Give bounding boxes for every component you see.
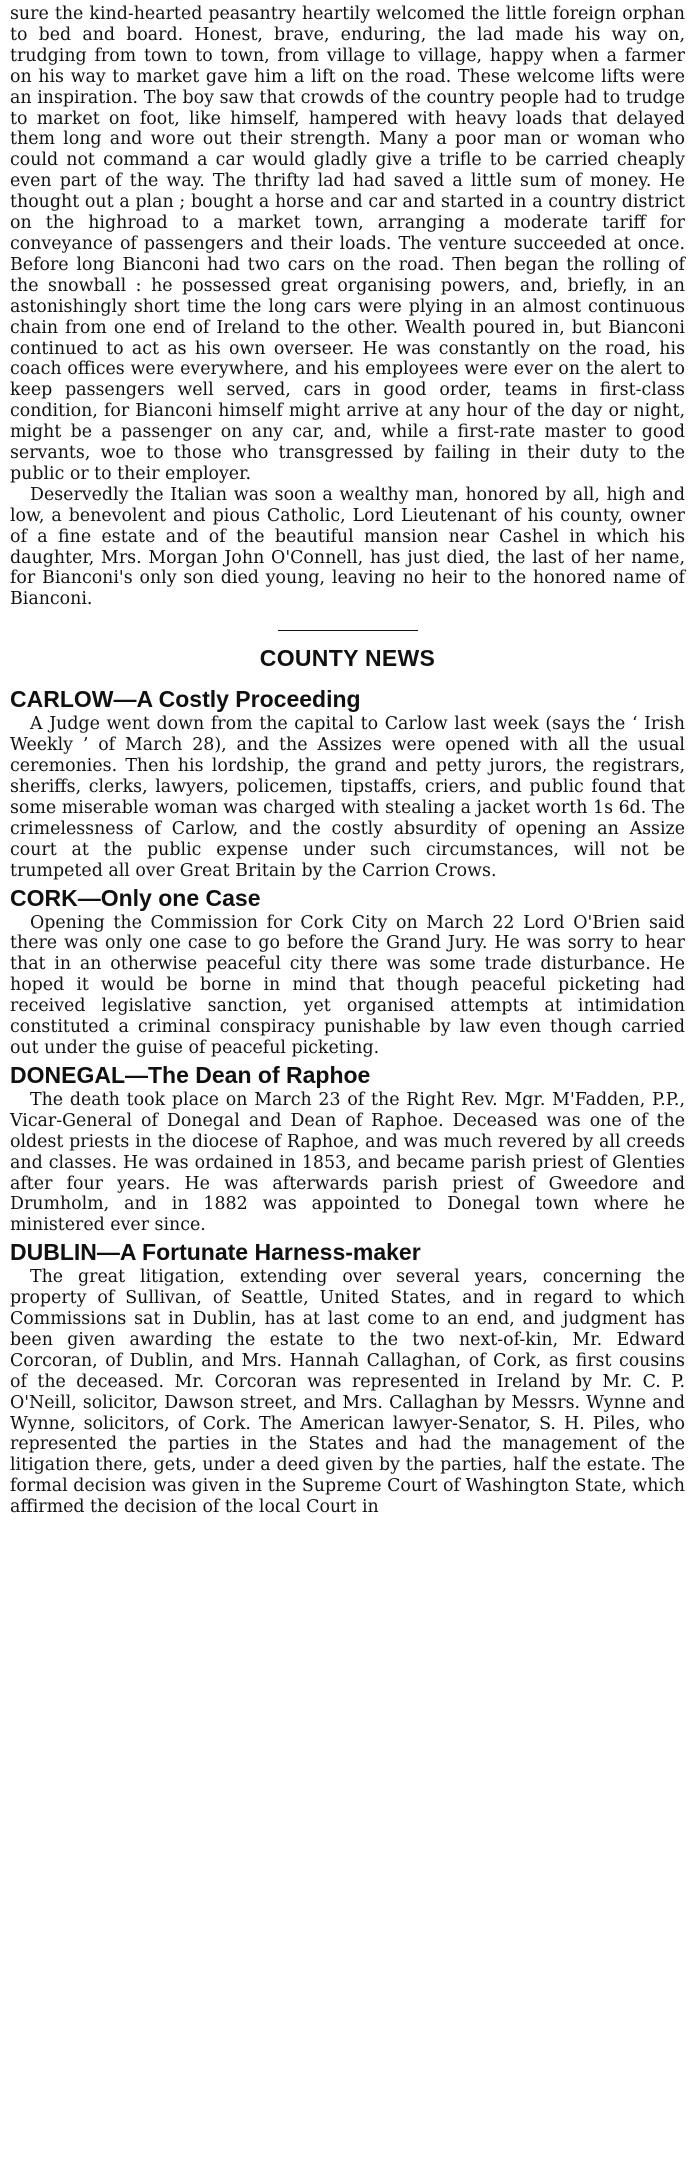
article-body: Opening the Commission for Cork City on March 22 Lord O'Brien said there was only one case to go before the Grand Jury. He was sorry to hear that in an otherwise peaceful city there was some trade disturbance. He hoped it would be borne in mind that though peaceful picketing had received legislative sanction, yet organised attempts at intimidation constituted a criminal conspiracy punishable by law even though carried out under the guise of peaceful picketing. xyxy=(10,912,685,1058)
body-paragraph: Deservedly the Italian was soon a wealthy man, honored by all, high and low, a benevolent and pious Catholic, Lord Lieutenant of his county, owner of a fine estate and of the beautiful mansion near Cashel in which his daughter, Mrs. Morgan John O'Connell, has just died, the last of her name, for Bianconi's only son died young, leaving no heir to the honored name of Bianconi. xyxy=(10,484,685,610)
article-body: The death took place on March 23 of the Right Rev. Mgr. M'Fadden, P.P., Vicar-General of Donegal and Dean of Raphoe. Deceased was one of the oldest priests in the diocese of Raphoe, and was much revered by all creeds and classes. He was ordained in 1853, and became parish priest of Glenties after four years. He was afterwards parish priest of Gweedore and Drumholm, and in 1882 was appointed to Donegal town where he ministered ever since. xyxy=(10,1089,685,1236)
article-headline: CARLOW—A Costly Proceeding xyxy=(10,686,361,713)
news-article xyxy=(10,1061,685,1236)
news-article xyxy=(10,1238,685,1518)
article-headline: DONEGAL—The Dean of Raphoe xyxy=(10,1061,371,1088)
article-headline: DUBLIN—A Fortunate Harness-maker xyxy=(10,1239,421,1266)
bianconi-story-continuation xyxy=(10,4,685,610)
body-paragraph: sure the kind-hearted peasantry heartily welcomed the little foreign orphan to bed and board. Honest, brave, enduring, the lad made his way on, trudging from town to town, from village to village, happy when a farmer on his way to market gave him a lift on the road. These welcome lifts were an inspiration. The boy saw that crowds of the country people had to trudge to market on foot, like himself, hampered with heavy loads that delayed them long and wore out their strength. Many a poor man or woman who could not command a car would gladly give a trifle to be carried cheaply even part of the way. The thrifty lad had saved a little sum of money. He thought out a plan ; bought a horse and car and started in a country district on the highroad to a market town, arranging a moderate tariff for conveyance of passengers and their loads. The venture succeeded at once. Before long Bianconi had two cars on the road. Then began the rolling of the snowball : he possessed great organising powers, and, briefly, in an astonishingly short time the long cars were plying in an almost continuous chain from one end of Ireland to the other. Wealth poured in, but Bianconi continued to act as his own overseer. He was constantly on the road, his coach offices were everywhere, and his employees were ever on the alert to keep passengers well served, cars in good order, teams in first-class condition, for Bianconi himself might arrive at any hour of the day or night, might be a passenger on any car, and, while a first-rate master to good servants, woe to those who transgressed by failing in their duty to the public or to their employer. xyxy=(10,4,685,484)
article-body: A Judge went down from the capital to Carlow last week (says the ‘ Irish Weekly ’ of March 28), and the Assizes were opened with all the usual ceremonies. Then his lordship, the grand and petty jurors, the registrars, sheriffs, clerks, lawyers, policemen, tipstaffs, criers, and public found that some miserable woman was charged with stealing a jacket worth 1s 6d. The crimelessness of Carlow, and the costly absurdity of opening an Assize court at the public expense under such circumstances, will not be trumpeted all over Great Britain by the Carrion Crows. xyxy=(10,714,685,881)
article-body: The great litigation, extending over several years, concerning the property of Sullivan, of Seattle, United States, and in regard to which Commissions sat in Dublin, has at last come to an end, and judgment has been given awarding the estate to the two next-of-kin, Mr. Edward Corcoran, of Dublin, and Mrs. Hannah Callaghan, of Cork, as first cousins of the deceased. Mr. Corcoran was represented in Ireland by Mr. C. P. O'Neill, solicitor, Dawson street, and Mrs. Callaghan by Messrs. Wynne and Wynne, solicitors, of Cork. The American lawyer-Senator, S. H. Piles, who represented the parties in the States and had the management of the litigation there, gets, under a deed given by the parties, half the estate. The formal decision was given in the Supreme Court of Washington State, which affirmed the decision of the local Court in xyxy=(10,1267,685,1518)
section-divider xyxy=(278,630,418,631)
news-article xyxy=(10,884,685,1059)
news-article xyxy=(10,685,685,881)
article-headline: CORK—Only one Case xyxy=(10,884,261,911)
section-title: COUNTY NEWS xyxy=(259,645,436,672)
